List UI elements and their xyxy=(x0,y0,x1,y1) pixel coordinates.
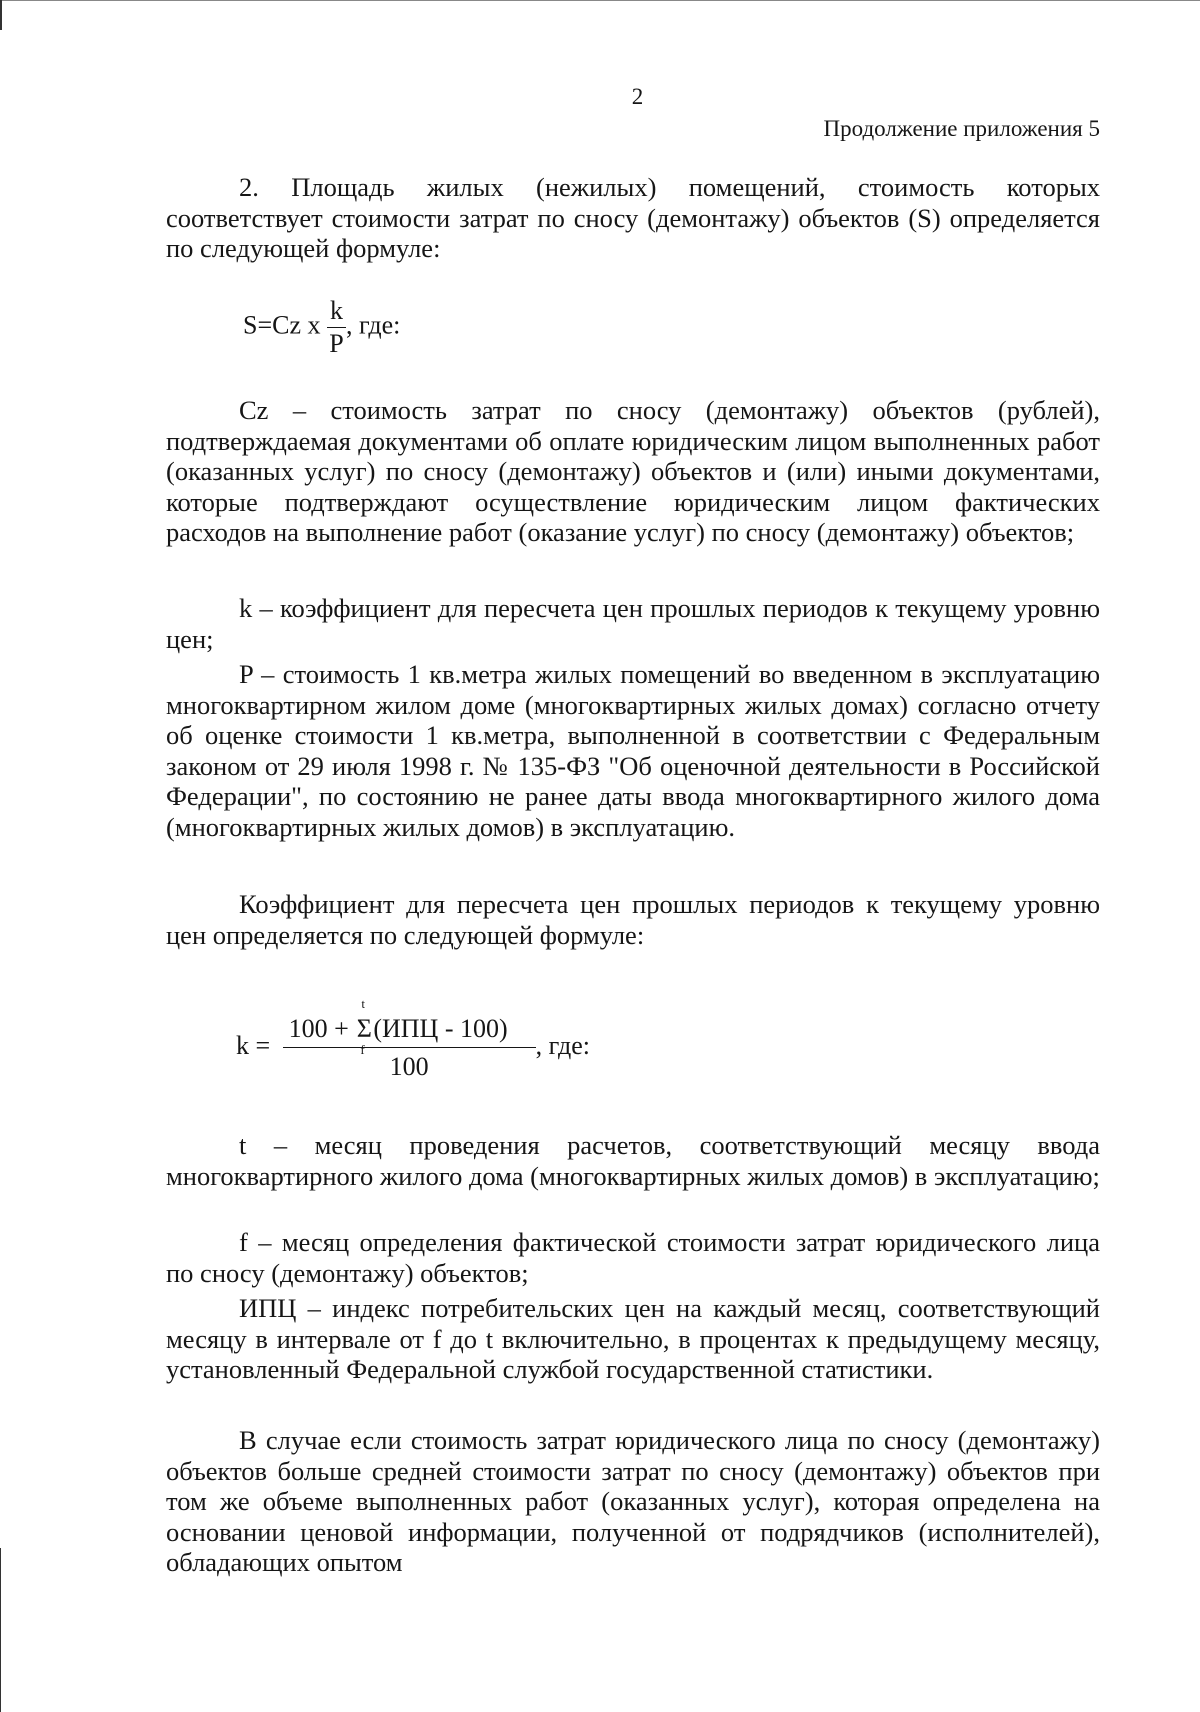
definition-k: k – коэффициент для пересчета цен прошлых периодов к текущему уровню цен; xyxy=(166,593,1100,654)
scan-edge-mark xyxy=(0,0,2,30)
sum-icon xyxy=(355,996,373,1057)
sum-upper-limit: t xyxy=(361,996,365,1011)
formula-s-times: x xyxy=(307,310,321,340)
formula-k-fraction xyxy=(283,996,536,1082)
formula-k-suffix: , где: xyxy=(535,1030,591,1060)
formula-s-cz: Cz xyxy=(272,310,302,340)
formula-k-num-prefix: 100 + xyxy=(288,1014,349,1043)
formula-s-lhs: S xyxy=(243,310,258,340)
formula-s-suffix: , где: xyxy=(346,310,401,340)
formula-k-num-body: (ИПЦ - 100) xyxy=(373,1014,508,1043)
running-header: Продолжение приложения 5 xyxy=(823,116,1100,141)
scan-top-border xyxy=(0,0,1200,1)
closing-paragraph: В случае если стоимость затрат юридического лица по сносу (демонтажу) объектов больше средней стоимости затрат по сносу (демонтажу) объектов при том же объеме выполненных работ (оказанных услуг), которая определена на основании ценовой информации, полученной от подрядчиков (исполнителей), обладающих опытом xyxy=(166,1425,1100,1577)
definition-f: f – месяц определения фактической стоимости затрат юридического лица по сносу (демонтажу) объектов; xyxy=(166,1227,1100,1288)
formula-k-denominator: 100 xyxy=(389,1052,429,1081)
section-2-intro: 2. Площадь жилых (нежилых) помещений, стоимость которых соответствует стоимости затрат по сносу (демонтажу) объектов (S) определяется по следующей формуле: xyxy=(166,172,1100,263)
formula-k-lhs: k = xyxy=(236,1030,271,1060)
formula-k-numerator xyxy=(283,996,536,1057)
formula-s-numerator: k xyxy=(327,296,346,328)
formula-s-equals: = xyxy=(257,310,273,340)
coefficient-intro: Коэффициент для пересчета цен прошлых периодов к текущему уровню цен определяется по следующей формуле: xyxy=(166,889,1100,950)
formula-k xyxy=(236,996,591,1082)
formula-s-denominator: P xyxy=(329,329,344,358)
sum-symbol: Σ xyxy=(356,1014,372,1043)
sum-lower-limit: f xyxy=(360,1042,365,1057)
definition-p: P – стоимость 1 кв.метра жилых помещений во введенном в эксплуатацию многоквартирном жилом доме (многоквартирных жилых домах) согласно отчету об оценке стоимости 1 кв.метра, выполненной в соответствии с Федеральным законом от 29 июля 1998 г. № 135-ФЗ "Об оценочной деятельности в Российской Федерации", по состоянию не ранее даты ввода многоквартирного жилого дома (многоквартирных жилых домов) в эксплуатацию. xyxy=(166,659,1100,842)
formula-s xyxy=(243,296,400,359)
formula-s-fraction xyxy=(327,296,346,359)
definition-cz: Cz – стоимость затрат по сносу (демонтажу) объектов (рублей), подтверждаемая документами об оплате юридическим лицом выполненных работ (оказанных услуг) по сносу (демонтажу) объектов и (или) иными документами, которые подтверждают осуществление юридическим лицом фактических расходов на выполнение работ (оказание услуг) по сносу (демонтажу) объектов; xyxy=(166,395,1100,547)
definition-ipc: ИПЦ – индекс потребительских цен на каждый месяц, соответствующий месяцу в интервале от f до t включительно, в процентах к предыдущему месяцу, установленный Федеральной службой государственной статистики. xyxy=(166,1293,1100,1384)
definition-t: t – месяц проведения расчетов, соответствующий месяцу ввода многоквартирного жилого дома (многоквартирных жилых домов) в эксплуатацию; xyxy=(166,1130,1100,1191)
page-number: 2 xyxy=(631,84,644,109)
scan-edge-mark xyxy=(0,1548,1,1712)
